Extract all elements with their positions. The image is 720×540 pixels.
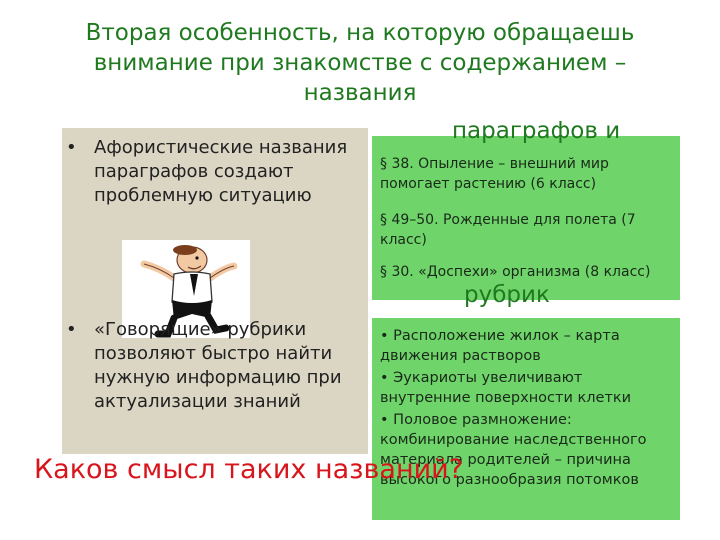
bullet-aphoristic-text: Афористические названия параграфов создают проблемную ситуацию bbox=[94, 137, 348, 206]
paragraph-example-1: § 38. Опыление – внешний мир помогает растению (6 класс) bbox=[380, 156, 609, 192]
bullet-dot: • bbox=[66, 137, 77, 158]
heading-example-3: • Половое размножение: комбинирование наследственного материала родителей – причина высокого разнообразия потомков bbox=[380, 412, 647, 488]
title-line-1: Вторая особенность, на которую обращаешь bbox=[85, 20, 635, 46]
title-line-5: рубрик bbox=[464, 282, 550, 308]
title-line-4: параграфов и bbox=[452, 118, 621, 144]
title-line-3: названия bbox=[303, 80, 417, 106]
bullet-aphoristic bbox=[66, 136, 364, 208]
heading-example-1: • Расположение жилок – карта движения растворов bbox=[380, 328, 620, 364]
paragraph-example-2: § 49–50. Рожденные для полета (7 класс) bbox=[380, 212, 636, 248]
bullet-talking-headings-text: «Говорящие» рубрики позволяют быстро найти нужную информацию при актуализации знаний bbox=[94, 319, 342, 412]
closing-question: Каков смысл таких названий? bbox=[34, 454, 464, 485]
heading-examples-box bbox=[372, 318, 680, 520]
paragraph-example-3: § 30. «Доспехи» организма (8 класс) bbox=[380, 264, 651, 280]
bullet-dot: • bbox=[66, 319, 77, 340]
slide-title bbox=[40, 18, 680, 108]
heading-example-2: • Эукариоты увеличивают внутренние поверхности клетки bbox=[380, 370, 632, 406]
bullet-talking-headings bbox=[66, 318, 364, 414]
paragraph-examples-box bbox=[372, 136, 680, 300]
title-line-2: внимание при знакомстве с содержанием – bbox=[93, 50, 627, 76]
